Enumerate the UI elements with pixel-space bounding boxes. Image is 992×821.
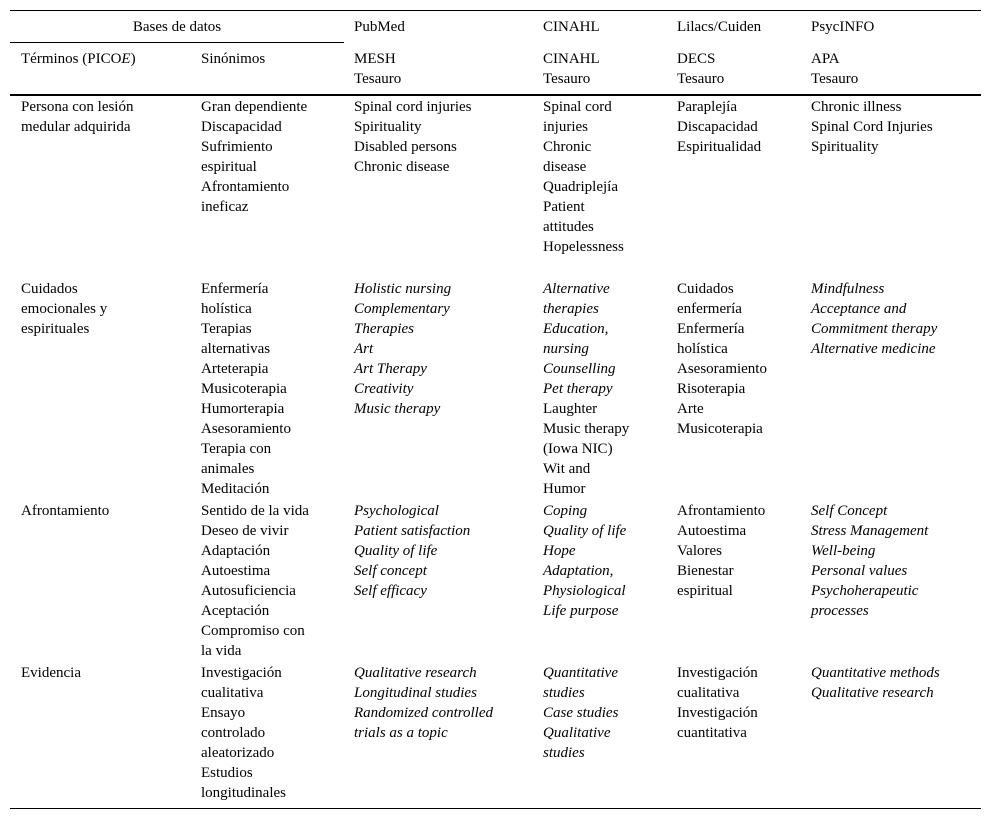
lilacs-thesaurus-header: DECS Tesauro (677, 51, 725, 87)
row2-cinahl-plain: Laughter Music therapy (Iowa NIC) Wit and Humor (543, 401, 630, 497)
row3-term: Afrontamiento (21, 503, 110, 519)
row4-lilacs: Investigación cualitativa Investigación cuantitativa (677, 665, 758, 741)
row1-pubmed: Spinal cord injuries Spirituality Disabled persons Chronic disease (354, 99, 472, 175)
cinahl-header: CINAHL (543, 19, 600, 35)
databases-group-header: Bases de datos (132, 19, 222, 35)
terms-header: Términos (PICOE) (21, 51, 136, 67)
row2-lilacs: Cuidados enfermería Enfermería holística Asesoramiento Risoterapia Arte Musicoterapia (677, 281, 767, 437)
row3-psycinfo: Self Concept Stress Management Well-being Personal values Psychoherapeutic processes (811, 503, 929, 619)
cinahl-thesaurus-header: CINAHL Tesauro (543, 51, 600, 87)
row4-psycinfo: Quantitative methods Qualitative research (811, 665, 940, 701)
row1-lilacs: Paraplejía Discapacidad Espiritualidad (677, 99, 762, 155)
table-top-rule (10, 10, 981, 11)
row1-term: Persona con lesión medular adquirida (21, 99, 134, 135)
row4-cinahl: Quantitative studies Case studies Qualitative studies (543, 665, 619, 761)
row3-lilacs: Afrontamiento Autoestima Valores Bienestar espiritual (677, 503, 766, 599)
row2-psycinfo: Mindfulness Acceptance and Commitment therapy Alternative medicine (811, 281, 938, 357)
row2-cinahl (543, 279, 668, 499)
pubmed-thesaurus-header: MESH Tesauro (354, 51, 402, 87)
row4-pubmed: Qualitative research Longitudinal studies Randomized controlled trials as a topic (354, 665, 494, 741)
row2-synonyms: Enfermería holística Terapias alternativas Arteterapia Musicoterapia Humorterapia Asesoramiento Terapia con animales Meditación (201, 281, 291, 497)
row3-synonyms: Sentido de la vida Deseo de vivir Adaptación Autoestima Autosuficiencia Aceptación Compromiso con la vida (201, 503, 309, 659)
row2-cinahl-italic: Alternative therapies Education, nursing Counselling Pet therapy (543, 281, 616, 397)
pubmed-header: PubMed (354, 19, 405, 35)
row3-cinahl: Coping Quality of life Hope Adaptation, Physiological Life purpose (543, 503, 627, 619)
row1-synonyms: Gran dependiente Discapacidad Sufrimiento espiritual Afrontamiento ineficaz (201, 99, 308, 215)
table-bottom-rule (10, 808, 981, 809)
header-bottom-rule (10, 94, 981, 96)
lilacs-header: Lilacs/Cuiden (677, 19, 762, 35)
row1-psycinfo: Chronic illness Spinal Cord Injuries Spirituality (811, 99, 933, 155)
row1-cinahl: Spinal cord injuries Chronic disease Quadriplejía Patient attitudes Hopelessness (543, 99, 624, 255)
psycinfo-header: PsycINFO (811, 19, 875, 35)
row4-term: Evidencia (21, 665, 81, 681)
row3-pubmed: Psychological Patient satisfaction Quality of life Self concept Self efficacy (354, 503, 471, 599)
row2-pubmed: Holistic nursing Complementary Therapies Art Art Therapy Creativity Music therapy (354, 281, 452, 417)
databases-group-rule (10, 42, 344, 43)
synonyms-header: Sinónimos (201, 51, 266, 67)
row4-synonyms: Investigación cualitativa Ensayo controlado aleatorizado Estudios longitudinales (201, 665, 286, 801)
psycinfo-thesaurus-header: APA Tesauro (811, 51, 859, 87)
row2-term: Cuidados emocionales y espirituales (21, 281, 108, 337)
